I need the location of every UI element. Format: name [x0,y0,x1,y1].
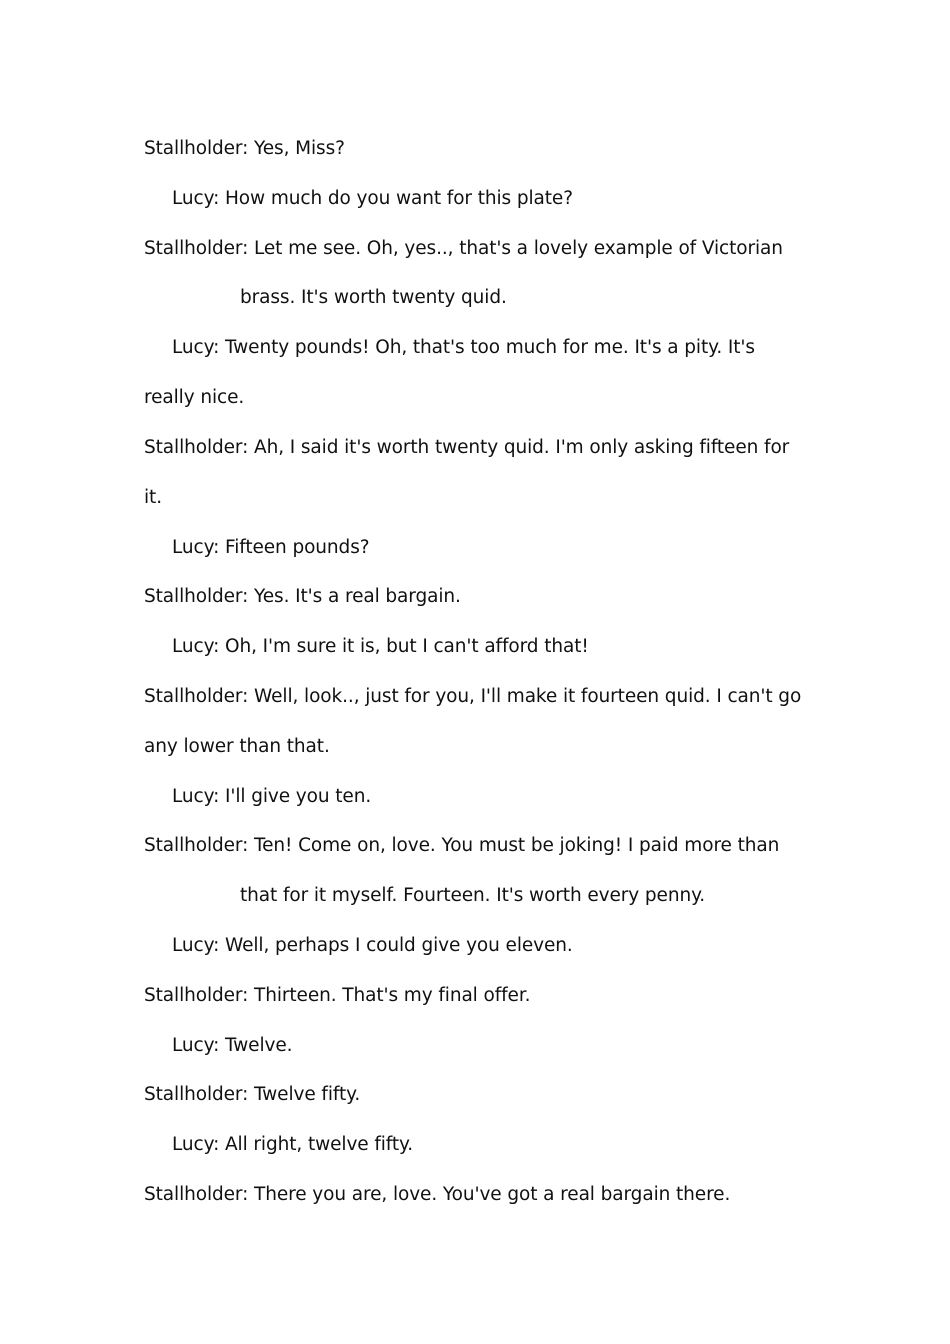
dialogue-line: Stallholder: Ten! Come on, love. You must be joking! I paid more than [144,835,780,856]
dialogue-line: that for it myself. Fourteen. It's worth every penny. [240,885,706,906]
dialogue-line: Lucy: Well, perhaps I could give you eleven. [172,935,573,956]
dialogue-line: Stallholder: Yes, Miss? [144,138,345,159]
dialogue-line: Stallholder: Let me see. Oh, yes.., that's a lovely example of Victorian [144,238,783,259]
dialogue-line: brass. It's worth twenty quid. [240,287,507,308]
dialogue-line: Lucy: Fifteen pounds? [172,537,370,558]
dialogue-line: Lucy: All right, twelve fifty. [172,1134,414,1155]
dialogue-line: Lucy: Twenty pounds! Oh, that's too much for me. It's a pity. It's [172,337,755,358]
dialogue-line: Stallholder: Thirteen. That's my final offer. [144,985,531,1006]
dialogue-line: Stallholder: There you are, love. You've got a real bargain there. [144,1184,731,1205]
dialogue-line: Lucy: I'll give you ten. [172,786,372,807]
dialogue-line: Lucy: Oh, I'm sure it is, but I can't afford that! [172,636,589,657]
dialogue-line: really nice. [144,387,245,408]
dialogue-line: it. [144,487,162,508]
dialogue-line: Lucy: How much do you want for this plate? [172,188,573,209]
dialogue-line: Stallholder: Twelve fifty. [144,1084,361,1105]
dialogue-line: Stallholder: Yes. It's a real bargain. [144,586,461,607]
dialogue-line: any lower than that. [144,736,330,757]
dialogue-line: Lucy: Twelve. [172,1035,293,1056]
dialogue-line: Stallholder: Well, look.., just for you, I'll make it fourteen quid. I can't go [144,686,802,707]
dialogue-line: Stallholder: Ah, I said it's worth twenty quid. I'm only asking fifteen for [144,437,790,458]
